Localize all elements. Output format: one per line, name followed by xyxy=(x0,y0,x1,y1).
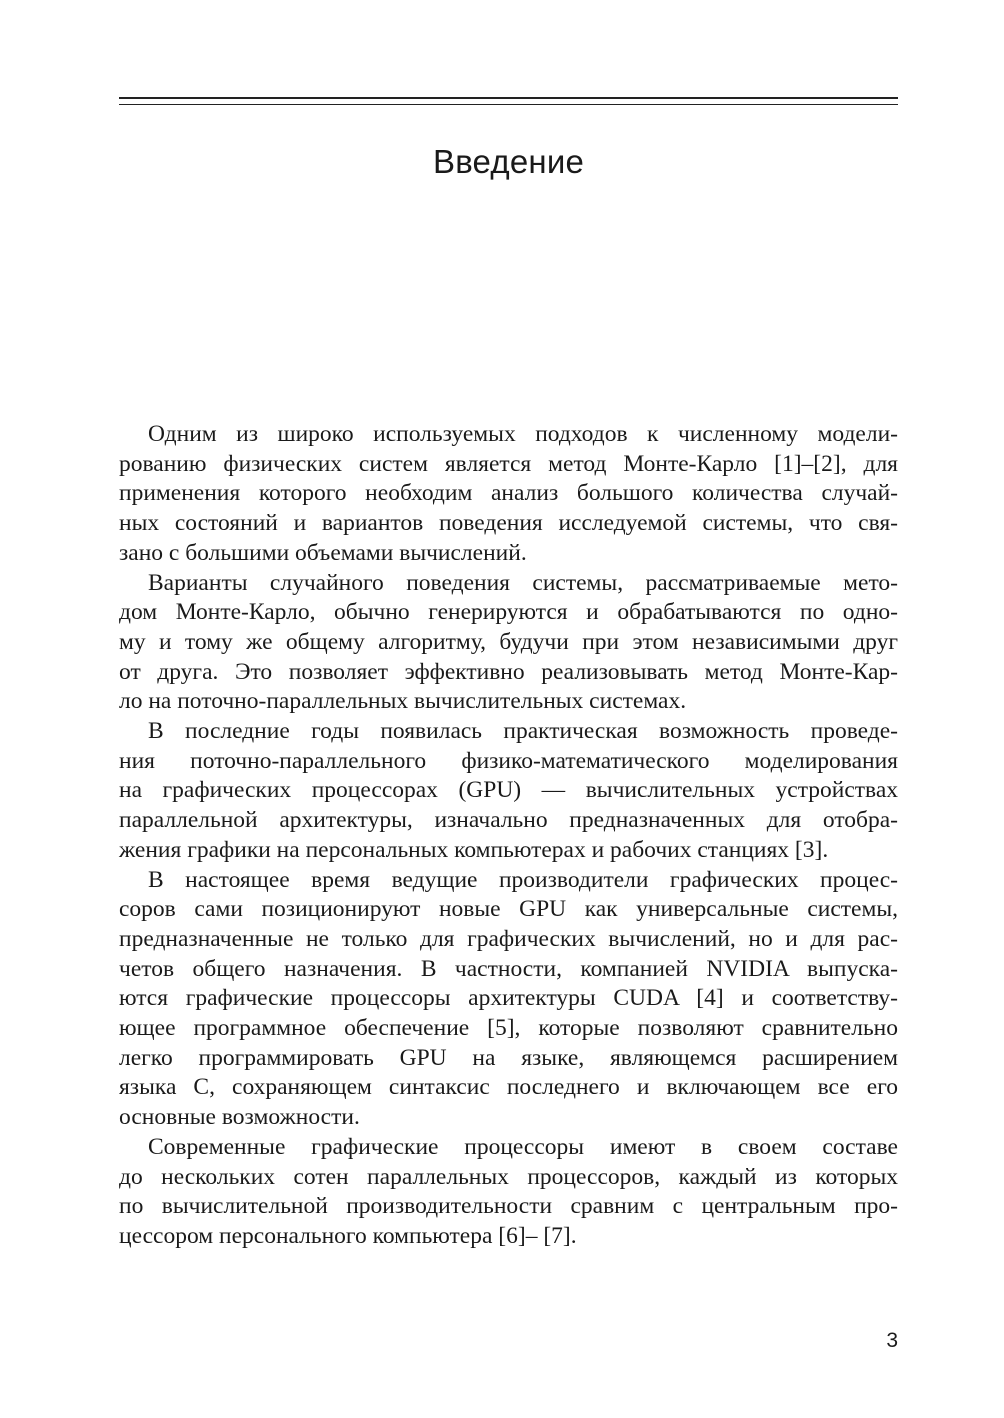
text-line: на графических процессорах (GPU) — вычислительных устройствах xyxy=(119,777,898,804)
text-line: языка С, сохраняющем синтаксис последнего и включающем все его xyxy=(119,1074,898,1101)
text-line: Одним из широко используемых подходов к численному модели- xyxy=(148,421,898,447)
text-line: му и тому же общему алгоритму, будучи при этом независимыми друг xyxy=(119,628,898,655)
text-line: рованию физических систем является метод Монте-Карло [1]–[2], для xyxy=(119,450,898,477)
text-line: предназначенные не только для графических вычислений, но и для рас- xyxy=(119,925,898,952)
text-line: Современные графические процессоры имеют в своем составе xyxy=(148,1133,898,1160)
body-text xyxy=(119,420,898,1252)
text-line: цессором персонального компьютера [6]– [7]. xyxy=(119,1222,577,1249)
text-line: ются графические процессоры архитектуры CUDA [4] и соответству- xyxy=(119,985,898,1012)
text-line: параллельной архитектуры, изначально предназначенных для отобра- xyxy=(119,807,898,834)
paragraph-5 xyxy=(119,1133,898,1252)
text-line: применения которого необходим анализ большого количества случай- xyxy=(119,480,898,507)
page-number: 3 xyxy=(886,1329,898,1352)
paragraph-2 xyxy=(119,569,898,718)
text-line: В последние годы появилась практическая возможность проведе- xyxy=(148,718,898,745)
text-line: от друга. Это позволяет эффективно реализовывать метод Монте-Кар- xyxy=(119,658,898,685)
text-line: ло на поточно-параллельных вычислительных системах. xyxy=(119,688,687,715)
text-line: В настоящее время ведущие производители графических процес- xyxy=(148,866,898,893)
chapter-title: Введение xyxy=(432,143,585,180)
paragraph-1 xyxy=(119,420,898,569)
header-double-rule xyxy=(119,97,898,105)
text-line: жения графики на персональных компьютерах и рабочих станциях [3]. xyxy=(119,836,829,863)
text-line: по вычислительной производительности сравним с центральным про- xyxy=(119,1193,898,1220)
paragraph-4 xyxy=(119,866,898,1133)
text-line: дом Монте-Карло, обычно генерируются и обрабатываются по одно- xyxy=(119,599,898,626)
text-line: Варианты случайного поведения системы, рассматриваемые мето- xyxy=(148,569,898,596)
text-line: ния поточно-параллельного физико-математического моделирования xyxy=(119,747,898,774)
text-line: ющее программное обеспечение [5], которые позволяют сравнительно xyxy=(119,1015,898,1042)
text-line: зано с большими объемами вычислений. xyxy=(119,539,527,566)
paragraph-3 xyxy=(119,717,898,866)
text-line: четов общего назначения. В частности, компанией NVIDIA выпуска- xyxy=(119,955,898,982)
text-line: ных состояний и вариантов поведения исследуемой системы, что свя- xyxy=(119,510,898,537)
text-line: легко программировать GPU на языке, являющемся расширением xyxy=(119,1044,898,1071)
text-line: до нескольких сотен параллельных процессоров, каждый из которых xyxy=(119,1163,898,1190)
text-line: основные возможности. xyxy=(119,1104,360,1131)
text-line: соров сами позиционируют новые GPU как универсальные системы, xyxy=(119,896,898,923)
